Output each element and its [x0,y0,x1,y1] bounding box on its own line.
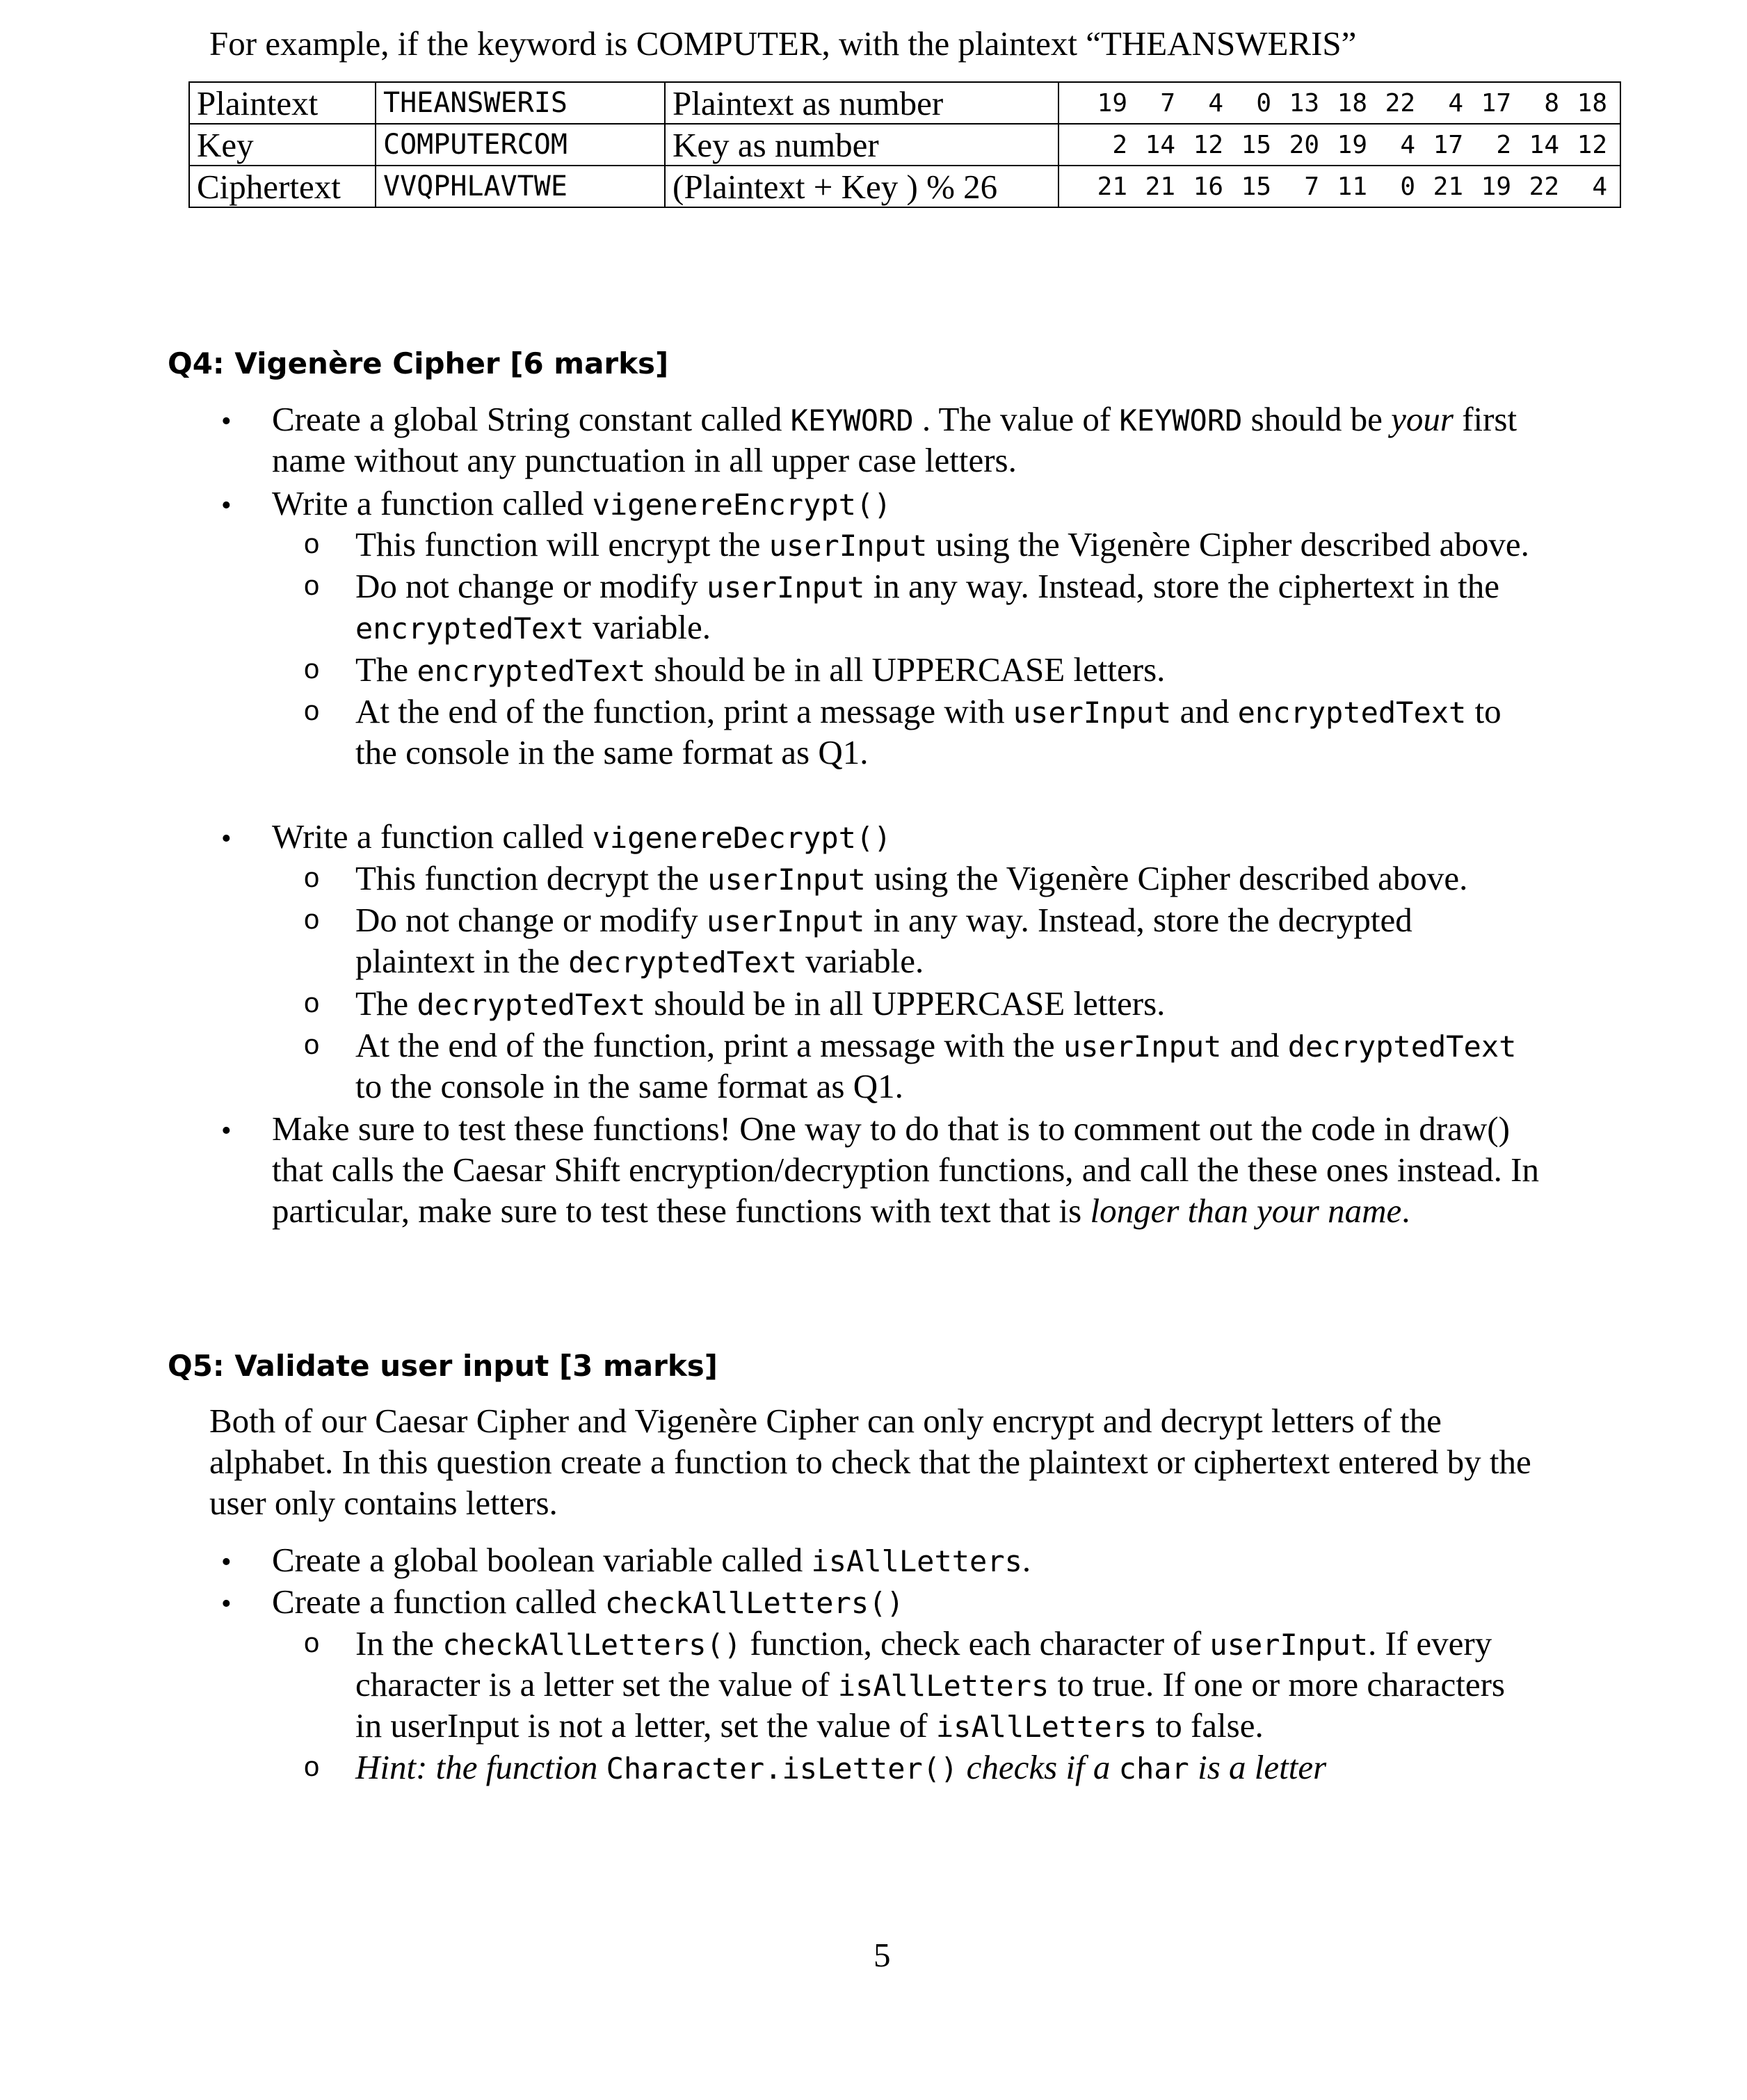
number-value: 2 [1496,130,1511,159]
q4-b2-sub-4-line-1: At the end of the function, print a message with userInput and encryptedText to [355,692,1502,730]
row-text: COMPUTERCOM [376,124,665,166]
number-value: 4 [1400,130,1415,159]
number-value: 21 [1097,172,1127,201]
number-value: 0 [1400,172,1415,201]
sub-bullet-icon: o [304,529,320,559]
cipher-example-table [188,81,1621,208]
row-numbers [1058,166,1620,207]
q4-bullet-4-line-1: Make sure to test these functions! One way to do that is to comment out the code in draw() [272,1109,1510,1148]
number-value: 4 [1208,88,1223,118]
row-description: (Plaintext + Key ) % 26 [665,166,1058,207]
q4-bullet-1-line-2: name without any punctuation in all upper case letters. [272,441,1017,479]
sub-bullet-icon: o [304,904,320,935]
code-function-name: vigenereDecrypt() [592,821,892,855]
sub-bullet-icon: o [304,696,320,726]
q5-bullet-2: Create a function called checkAllLetters() [272,1582,904,1621]
number-value: 19 [1481,172,1511,201]
bullet-icon: • [221,823,232,855]
number-value: 7 [1160,88,1175,118]
sub-bullet-icon: o [304,1752,320,1782]
bullet-icon: • [221,406,232,438]
sub-bullet-icon: o [304,988,320,1018]
number-value: 15 [1241,130,1271,159]
code-variable: isAllLetters [811,1544,1022,1578]
number-value: 15 [1241,172,1271,201]
row-label: Plaintext [189,82,376,124]
code-keyword: KEYWORD [1119,403,1243,438]
q4-b3-sub-4-line-2: to the console in the same format as Q1. [355,1067,903,1105]
table-row [189,124,1620,166]
q4-b3-sub-2-line-1: Do not change or modify userInput in any way. Instead, store the decrypted [355,901,1412,939]
q5-b2-sub-1-line-1: In the checkAllLetters() function, check each character of userInput. If every [355,1624,1492,1662]
row-description: Key as number [665,124,1058,166]
number-value: 0 [1256,88,1271,118]
q4-bullet-3: Write a function called vigenereDecrypt() [272,817,892,856]
bullet-icon: • [221,1546,232,1578]
q4-b3-sub-1: This function decrypt the userInput using the Vigenère Cipher described above. [355,859,1468,897]
number-value: 4 [1592,172,1607,201]
number-value: 7 [1304,172,1319,201]
q4-bullet-1-line-1: Create a global String constant called KEYWORD . The value of KEYWORD should be your first [272,400,1517,438]
q4-heading: Q4: Vigenère Cipher [6 marks] [168,346,669,380]
number-value: 16 [1193,172,1223,201]
page-number: 5 [874,1936,891,1974]
q5-b2-sub-2-hint: Hint: the function Character.isLetter() checks if a char is a letter [355,1748,1327,1786]
number-value: 22 [1529,172,1559,201]
sub-bullet-icon: o [304,570,320,601]
q4-b3-sub-4-line-1: At the end of the function, print a message with the userInput and decryptedText [355,1026,1517,1064]
row-text: THEANSWERIS [376,82,665,124]
number-value: 18 [1577,88,1607,118]
number-value: 14 [1145,130,1175,159]
sub-bullet-icon: o [304,863,320,893]
number-value: 8 [1544,88,1559,118]
number-value: 22 [1385,88,1415,118]
number-value: 17 [1481,88,1511,118]
table-row [189,166,1620,207]
q5-paragraph-line-1: Both of our Caesar Cipher and Vigenère Cipher can only encrypt and decrypt letters of the [209,1402,1442,1440]
q5-heading: Q5: Validate user input [3 marks] [168,1349,718,1383]
sub-bullet-icon: o [304,654,320,684]
number-value: 11 [1337,172,1367,201]
row-label: Ciphertext [189,166,376,207]
q4-b3-sub-2-line-2: plaintext in the decryptedText variable. [355,942,924,980]
table-row [189,82,1620,124]
q4-b2-sub-1: This function will encrypt the userInput using the Vigenère Cipher described above. [355,525,1529,563]
number-value: 14 [1529,130,1559,159]
bullet-icon: • [221,490,232,522]
q4-b2-sub-2-line-1: Do not change or modify userInput in any way. Instead, store the ciphertext in the [355,567,1499,605]
row-description: Plaintext as number [665,82,1058,124]
intro-sentence: For example, if the keyword is COMPUTER, with the plaintext “THEANSWERIS” [209,24,1357,63]
row-numbers [1058,124,1620,166]
q4-bullet-4-line-3: particular, make sure to test these functions with text that is longer than your name. [272,1192,1410,1230]
q4-bullet-2: Write a function called vigenereEncrypt() [272,484,892,522]
number-value: 13 [1289,88,1319,118]
q4-b3-sub-3: The decryptedText should be in all UPPERCASE letters. [355,984,1166,1023]
bullet-icon: • [221,1115,232,1147]
code-function-name: checkAllLetters() [604,1586,904,1620]
number-value: 17 [1433,130,1463,159]
q4-bullet-4-line-2: that calls the Caesar Shift encryption/decryption functions, and call the these ones instead. In [272,1151,1539,1189]
number-value: 21 [1145,172,1175,201]
number-value: 4 [1448,88,1463,118]
q5-bullet-1: Create a global boolean variable called isAllLetters. [272,1541,1031,1579]
q5-b2-sub-1-line-2: character is a letter set the value of isAllLetters to true. If one or more characters [355,1665,1505,1704]
number-value: 2 [1112,130,1127,159]
row-text: VVQPHLAVTWE [376,166,665,207]
bullet-icon: • [221,1588,232,1620]
code-function-name: vigenereEncrypt() [592,488,892,522]
q5-b2-sub-1-line-3: in userInput is not a letter, set the value of isAllLetters to false. [355,1706,1264,1745]
number-value: 19 [1337,130,1367,159]
q4-b2-sub-2-line-2: encryptedText variable. [355,608,711,646]
code-keyword: KEYWORD [790,403,914,438]
q4-b2-sub-4-line-2: the console in the same format as Q1. [355,733,869,771]
row-label: Key [189,124,376,166]
number-value: 18 [1337,88,1367,118]
number-value: 12 [1193,130,1223,159]
q5-paragraph-line-2: alphabet. In this question create a function to check that the plaintext or ciphertext entered by the [209,1443,1531,1481]
sub-bullet-icon: o [304,1628,320,1658]
row-numbers [1058,82,1620,124]
sub-bullet-icon: o [304,1029,320,1060]
number-value: 19 [1097,88,1127,118]
number-value: 21 [1433,172,1463,201]
number-value: 12 [1577,130,1607,159]
number-value: 20 [1289,130,1319,159]
q4-b2-sub-3: The encryptedText should be in all UPPERCASE letters. [355,650,1166,689]
q5-paragraph-line-3: user only contains letters. [209,1484,558,1522]
